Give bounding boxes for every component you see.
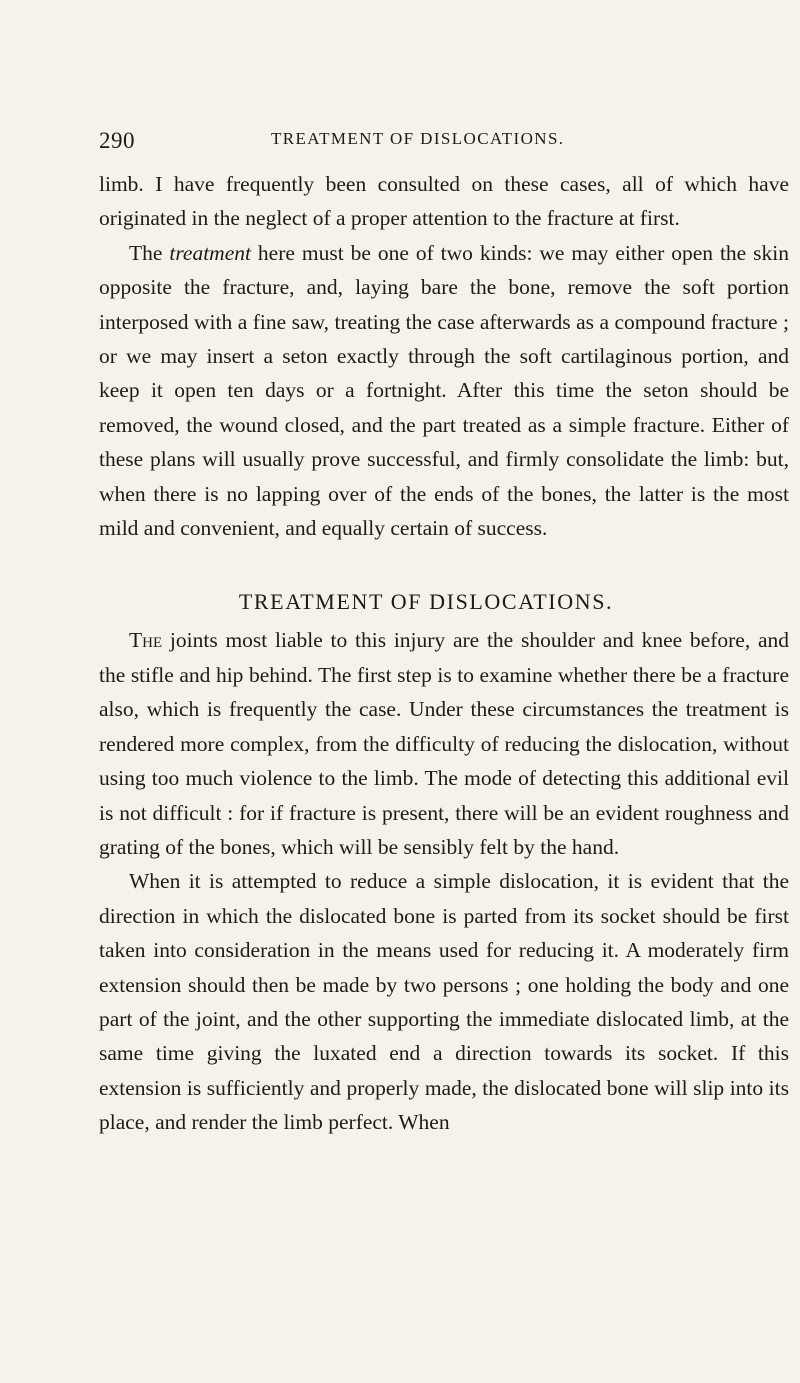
paragraph-joints [99, 623, 789, 864]
paragraph-lead: The [129, 240, 170, 265]
emphasis-treatment: treatment [169, 240, 251, 265]
paragraph-body: here must be one of two kinds: we may either open the skin opposite the fracture, and, laying bare the bone, remove the soft portion interposed with a fine saw, treating the case afterwards as a compound fracture ; or we may insert a seton exactly through the soft cartilaginous portion, and keep it open ten days or a fortnight. After this time the seton should be removed, the wound closed, and the part treated as a simple fracture. Either of these plans will usually prove successful, and firmly consolidate the limb: but, when there is no lapping over of the ends of the bones, the latter is the most mild and convenient, and equally certain of success. [99, 240, 789, 541]
paragraph-body: joints most liable to this injury are the shoulder and knee before, and the stifle and hip behind. The first step is to examine whether there be a fracture also, which is frequently the case. Under these circumstances the treatment is rendered more complex, from the difficulty of reducing the dislocation, without using too much violence to the limb. The mode of detecting this additional evil is not difficult : for if fracture is present, there will be an evident roughness and grating of the bones, which will be sensibly felt by the hand. [99, 628, 789, 859]
section-heading-text: TREATMENT OF DISLOCATIONS. [238, 589, 614, 615]
paragraph-reduction: When it is attempted to reduce a simple dislocation, it is evident that the direction in which the dislocated bone is parted from its socket should be first taken into consideration in the means used for reducing it. A moderately firm extension should then be made by two persons ; one holding the body and one part of the joint, and the other supporting the immediate dislocated limb, at the same time giving the luxated end a direction towards its socket. If this extension is sufficiently and properly made, the dislocated bone will slip into its place, and render the limb perfect. When [99, 869, 789, 1135]
paragraph-treatment [99, 236, 789, 546]
paragraph-continuation: limb. I have frequently been consulted on these cases, all of which have originated in the neglect of a proper attention to the fracture at first. [99, 172, 789, 231]
page-number: 290 [99, 128, 135, 153]
running-head [99, 128, 781, 158]
running-title: TREATMENT OF DISLOCATIONS. [271, 129, 565, 148]
section-heading [99, 589, 789, 615]
body-text [99, 167, 789, 1140]
paragraph-lead-smallcaps: The [129, 628, 163, 653]
